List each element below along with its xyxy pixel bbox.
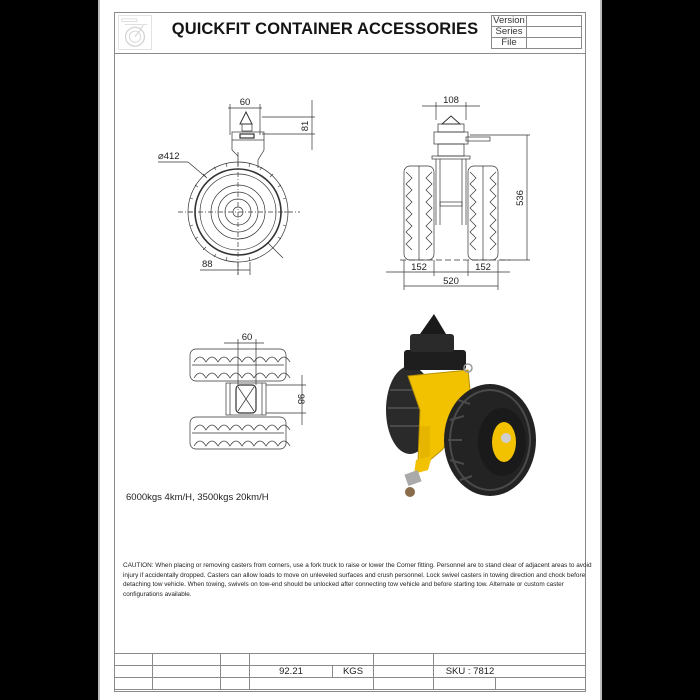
dim-height: 536 xyxy=(515,190,526,206)
meta-value xyxy=(527,16,582,27)
dim-top-width: 60 xyxy=(241,332,253,343)
meta-row-version xyxy=(492,16,582,27)
load-speed-rating: 6000kgs 4km/H, 3500kgs 20km/H xyxy=(126,492,269,503)
front-view-drawing xyxy=(370,90,540,290)
meta-row-file xyxy=(492,38,582,49)
weight-unit: KGS xyxy=(342,666,364,677)
caution-notice: CAUTION: When placing or removing casters from corners, use a fork truck to raise or lower the Corner fitting. Personnel are to stand clear of adjacent areas to avoid injury if accidentally dropped. Casters can allow loads to move on unleveled surfaces and crush personnel. Lock swivel casters in towing direction and chock before detaching tow vehicle. When towing, swivels on tow-end should be unlocked after connecting tow vehicle and before starting tow. Alternate or custom caster configurations available. xyxy=(123,562,592,598)
top-view-drawing xyxy=(180,325,320,455)
title-block-table xyxy=(114,653,586,690)
yellow-dual-wheel-caster-photo xyxy=(380,310,550,505)
meta-label: File xyxy=(492,38,527,49)
revision-table xyxy=(491,15,582,49)
dim-overall-width: 520 xyxy=(443,276,459,287)
dim-depth: 98 xyxy=(295,393,306,405)
dim-top-width: 108 xyxy=(443,95,459,106)
meta-row-series xyxy=(492,27,582,38)
dim-diameter: ⌀412 xyxy=(158,151,180,162)
header-divider xyxy=(114,53,586,54)
dim-left-wheel: 152 xyxy=(411,262,427,273)
meta-value xyxy=(527,27,582,38)
caster-wheel-logo-icon xyxy=(118,15,152,50)
meta-label: Version xyxy=(493,15,525,26)
dim-top-width: 60 xyxy=(239,97,251,108)
meta-label: Series xyxy=(492,27,527,38)
page-title: QUICKFIT CONTAINER ACCESSORIES xyxy=(171,20,479,38)
dim-offset: 88 xyxy=(202,259,213,270)
sku-label: SKU : 7812 xyxy=(445,666,495,677)
weight-value: 92.21 xyxy=(279,666,303,677)
dim-top-height: 81 xyxy=(300,120,311,132)
meta-value xyxy=(527,38,582,49)
side-view-drawing xyxy=(150,90,330,280)
dim-right-wheel: 152 xyxy=(475,262,491,273)
